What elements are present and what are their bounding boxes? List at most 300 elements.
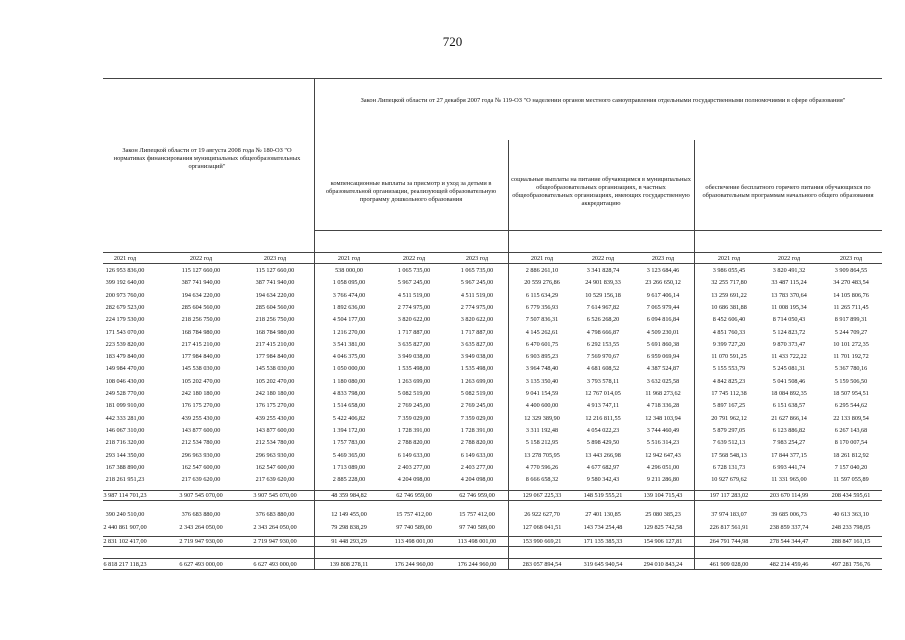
- table-cell: 153 990 669,21: [522, 538, 562, 545]
- table-cell: 6 123 886,82: [772, 426, 806, 434]
- table-cell: 248 233 798,05: [831, 523, 871, 531]
- table-cell: 27 401 130,85: [585, 511, 621, 518]
- table-cell: 145 538 030,00: [181, 365, 221, 373]
- table-cell: 148 519 555,21: [583, 492, 623, 499]
- table-cell: 5 041 508,46: [772, 377, 806, 385]
- table-cell: 21 627 866,14: [771, 414, 807, 422]
- table-cell: 4 204 098,00: [397, 476, 431, 484]
- table-cell: 5 244 709,27: [834, 328, 868, 336]
- year-header: 2023 год: [465, 255, 489, 262]
- table-cell: 17 568 548,13: [711, 451, 747, 459]
- table-cell: 2 769 245,00: [397, 402, 431, 410]
- hot-meals-header: обеспечение бесплатного горячего питания обучающихся по образовательным программам начального общего образования: [702, 184, 874, 199]
- table-cell: 2 343 264 050,00: [179, 523, 223, 531]
- table-cell: 5 124 823,72: [772, 328, 806, 336]
- table-cell: 4 798 666,87: [586, 328, 620, 336]
- table-cell: 9 870 373,47: [772, 340, 806, 348]
- table-cell: 319 645 940,54: [583, 561, 623, 568]
- table-cell: 4 833 798,00: [332, 390, 366, 397]
- table-cell: 171 135 385,33: [583, 538, 623, 545]
- table-cell: 11 597 055,89: [833, 476, 869, 484]
- table-cell: 6 627 493 000,00: [179, 561, 223, 568]
- table-cell: 7 983 254,27: [772, 439, 806, 447]
- table-cell: 3 632 025,58: [646, 377, 680, 385]
- table-cell: 167 388 890,00: [105, 463, 145, 471]
- table-cell: 154 906 127,81: [643, 538, 683, 545]
- table-cell: 2 440 861 907,00: [103, 523, 147, 531]
- table-cell: 79 298 838,29: [331, 523, 367, 531]
- table-cell: 97 740 589,00: [459, 523, 495, 531]
- table-cell: 217 639 620,00: [255, 476, 295, 484]
- table-cell: 3 766 474,00: [332, 291, 366, 299]
- table-cell: 6 115 634,29: [525, 291, 559, 299]
- table-cell: 8 917 899,31: [834, 316, 868, 324]
- table-cell: 218 256 750,00: [255, 316, 295, 324]
- table-cell: 1 728 391,00: [397, 426, 431, 434]
- year-header: 2022 год: [777, 255, 801, 262]
- table-cell: 6 149 633,00: [460, 451, 494, 459]
- table-cell: 4 913 747,11: [586, 402, 620, 410]
- table-cell: 3 964 748,40: [525, 365, 559, 373]
- table-cell: 2 403 277,00: [460, 463, 494, 471]
- table-cell: 7 359 029,00: [397, 414, 431, 422]
- table-cell: 482 214 459,46: [769, 561, 809, 568]
- table-cell: 33 487 115,24: [771, 279, 807, 287]
- table-cell: 2 769 245,00: [460, 402, 494, 410]
- table-cell: 3 341 828,74: [586, 267, 620, 274]
- table-cell: 11 701 192,72: [833, 353, 869, 361]
- table-cell: 1 535 498,00: [397, 365, 431, 373]
- table-cell: 5 082 519,00: [460, 390, 494, 397]
- table-cell: 4 770 596,26: [525, 463, 559, 471]
- table-cell: 538 000,00: [335, 267, 363, 274]
- table-cell: 5 898 429,50: [586, 439, 620, 447]
- table-cell: 288 847 161,15: [831, 538, 871, 545]
- table-cell: 212 534 780,00: [255, 439, 295, 447]
- table-cell: 6 993 441,74: [772, 463, 806, 471]
- budget-table: [103, 60, 882, 570]
- table-cell: 249 528 770,00: [105, 390, 145, 397]
- table-cell: 4 387 524,87: [646, 365, 680, 373]
- table-cell: 11 008 195,34: [771, 303, 807, 311]
- table-cell: 3 907 545 070,00: [253, 492, 297, 499]
- table-cell: 12 348 103,94: [645, 414, 681, 422]
- table-cell: 4 511 519,00: [460, 291, 494, 299]
- table-cell: 285 604 560,00: [255, 303, 295, 311]
- table-cell: 4 504 177,00: [332, 316, 366, 324]
- table-cell: 3 541 381,00: [332, 340, 366, 348]
- table-cell: 20 791 962,12: [711, 414, 747, 422]
- table-cell: 139 104 715,43: [643, 492, 683, 499]
- table-cell: 4 145 262,61: [525, 328, 559, 336]
- table-cell: 11 070 591,25: [711, 353, 747, 361]
- table-cell: 139 808 278,11: [329, 561, 369, 568]
- table-cell: 217 415 210,00: [255, 340, 295, 348]
- table-cell: 226 817 561,91: [709, 523, 749, 531]
- table-cell: 176 244 960,00: [457, 561, 497, 568]
- table-cell: 6 779 356,93: [525, 303, 559, 311]
- table-cell: 129 067 225,33: [522, 492, 562, 499]
- table-cell: 11 265 711,45: [833, 303, 869, 311]
- table-cell: 7 614 967,82: [586, 303, 620, 311]
- table-cell: 3 635 827,00: [397, 340, 431, 348]
- table-cell: 5 159 506,50: [834, 377, 868, 385]
- table-cell: 2 343 264 050,00: [253, 523, 297, 531]
- table-cell: 4 046 375,00: [332, 353, 366, 361]
- table-cell: 5 422 406,82: [332, 414, 366, 422]
- table-cell: 176 244 960,00: [394, 561, 434, 568]
- table-cell: 2 788 820,00: [460, 439, 494, 447]
- table-cell: 168 784 980,00: [181, 328, 221, 336]
- table-cell: 10 529 156,18: [585, 291, 621, 299]
- table-cell: 1 892 636,00: [332, 303, 366, 311]
- table-cell: 183 479 840,00: [105, 353, 145, 361]
- year-header: 2023 год: [651, 255, 675, 262]
- table-cell: 1 065 735,00: [397, 267, 431, 274]
- table-cell: 6 728 131,73: [712, 463, 746, 471]
- table-cell: 126 953 836,00: [105, 267, 145, 274]
- table-cell: 217 415 210,00: [181, 340, 221, 348]
- table-cell: 1 535 498,00: [460, 365, 494, 373]
- table-cell: 3 909 864,55: [834, 267, 868, 274]
- table-cell: 8 170 007,54: [834, 439, 868, 447]
- table-cell: 9 617 406,14: [646, 291, 680, 299]
- table-cell: 4 718 336,28: [646, 402, 680, 410]
- subheader-rule: [314, 230, 882, 231]
- table-cell: 497 281 756,76: [831, 561, 871, 568]
- table-cell: 6 292 153,55: [586, 340, 620, 348]
- table-cell: 5 897 167,25: [712, 402, 746, 410]
- table-cell: 4 842 825,23: [712, 377, 746, 385]
- table-cell: 115 127 660,00: [181, 267, 221, 274]
- table-cell: 6 526 268,20: [586, 316, 620, 324]
- year-header: 2022 год: [402, 255, 426, 262]
- table-cell: 23 266 650,12: [645, 279, 681, 287]
- table-cell: 143 734 254,48: [583, 523, 623, 531]
- table-cell: 1 263 699,00: [397, 377, 431, 385]
- table-cell: 12 329 389,90: [524, 414, 560, 422]
- year-header: 2021 год: [717, 255, 741, 262]
- table-cell: 194 634 220,00: [181, 291, 221, 299]
- table-cell: 129 825 742,58: [643, 523, 683, 531]
- table-cell: 3 986 055,45: [712, 267, 746, 274]
- table-cell: 1 728 391,00: [460, 426, 494, 434]
- table-cell: 212 534 780,00: [181, 439, 221, 447]
- table-cell: 91 448 293,29: [331, 538, 367, 545]
- table-cell: 278 544 344,47: [769, 538, 809, 545]
- table-cell: 442 333 281,00: [105, 414, 145, 422]
- table-cell: 12 216 811,55: [585, 414, 621, 422]
- table-cell: 11 331 965,00: [771, 476, 807, 484]
- table-cell: 181 099 910,00: [105, 402, 145, 410]
- table-cell: 439 255 430,00: [255, 414, 295, 422]
- table-cell: 32 255 717,80: [711, 279, 747, 287]
- table-cell: 3 949 038,00: [397, 353, 431, 361]
- table-cell: 5 967 245,00: [460, 279, 494, 287]
- table-cell: 218 261 951,23: [105, 476, 145, 484]
- table-cell: 390 240 510,00: [105, 511, 145, 518]
- table-cell: 4 400 600,00: [525, 402, 559, 410]
- table-cell: 217 639 620,00: [181, 476, 221, 484]
- table-cell: 387 741 940,00: [181, 279, 221, 287]
- table-cell: 97 740 589,00: [396, 523, 432, 531]
- table-cell: 13 278 705,95: [524, 451, 560, 459]
- table-cell: 39 685 006,73: [771, 511, 807, 518]
- table-cell: 2 774 975,00: [460, 303, 494, 311]
- table-cell: 6 094 816,84: [646, 316, 680, 324]
- table-cell: 11 968 273,62: [645, 390, 681, 397]
- table-cell: 376 683 880,00: [181, 511, 221, 518]
- table-cell: 264 791 744,98: [709, 538, 749, 545]
- table-cell: 7 569 970,67: [586, 353, 620, 361]
- table-cell: 9 580 342,43: [586, 476, 620, 484]
- table-cell: 285 604 560,00: [181, 303, 221, 311]
- year-header: 2021 год: [113, 255, 137, 262]
- table-cell: 194 634 220,00: [255, 291, 295, 299]
- table-cell: 149 984 470,00: [105, 365, 145, 373]
- table-cell: 9 211 286,80: [646, 476, 680, 484]
- table-cell: 5 516 314,23: [646, 439, 680, 447]
- year-header: 2021 год: [337, 255, 361, 262]
- table-cell: 296 963 930,00: [255, 451, 295, 459]
- table-cell: 8 714 050,43: [772, 316, 806, 324]
- table-cell: 387 741 940,00: [255, 279, 295, 287]
- table-cell: 13 783 370,64: [771, 291, 807, 299]
- table-cell: 62 746 959,00: [396, 492, 432, 499]
- table-cell: 171 543 070,00: [105, 328, 145, 336]
- table-cell: 10 101 272,35: [833, 340, 869, 348]
- table-cell: 294 010 843,24: [643, 561, 683, 568]
- table-cell: 224 179 530,00: [105, 316, 145, 324]
- table-cell: 12 767 014,05: [585, 390, 621, 397]
- table-cell: 197 117 283,02: [709, 492, 749, 499]
- table-cell: 127 068 041,51: [522, 523, 562, 531]
- table-cell: 6 959 069,94: [646, 353, 680, 361]
- compensation-header: компенсационные выплаты за присмотр и уход за детьми в образовательной организации, реализующей образовательную программу дошкольного образования: [325, 180, 497, 203]
- table-cell: 48 359 984,82: [331, 492, 367, 499]
- table-cell: 1 180 080,00: [332, 377, 366, 385]
- table-cell: 439 255 430,00: [181, 414, 221, 422]
- table-cell: 4 054 022,23: [586, 426, 620, 434]
- grand-total-bottom-rule: [103, 569, 882, 570]
- table-cell: 4 677 682,97: [586, 463, 620, 471]
- table-cell: 5 691 860,38: [646, 340, 680, 348]
- table-cell: 18 507 954,51: [833, 390, 869, 397]
- table-cell: 3 793 578,11: [586, 377, 620, 385]
- table-cell: 4 851 760,33: [712, 328, 746, 336]
- table-cell: 8 666 658,32: [525, 476, 559, 484]
- table-cell: 9 041 154,59: [525, 390, 559, 397]
- table-cell: 12 149 455,00: [331, 511, 367, 518]
- table-cell: 34 270 483,54: [833, 279, 869, 287]
- table-cell: 3 820 622,00: [397, 316, 431, 324]
- social-payments-header: социальные выплаты на питание обучающимся в муниципальных общеобразовательных организациях, в частных общеобразовательных организациях, имеющих государственную аккредитацию: [511, 176, 691, 207]
- table-cell: 5 367 780,16: [834, 365, 868, 373]
- table-cell: 223 539 820,00: [105, 340, 145, 348]
- table-cell: 2 403 277,00: [397, 463, 431, 471]
- table-cell: 1 263 699,00: [460, 377, 494, 385]
- table-cell: 1 394 172,00: [332, 426, 366, 434]
- table-cell: 376 683 880,00: [255, 511, 295, 518]
- page-number: 720: [442, 34, 463, 49]
- total2-bottom-rule: [103, 546, 882, 547]
- year-header: 2021 год: [530, 255, 554, 262]
- table-cell: 18 084 892,35: [771, 390, 807, 397]
- table-cell: 5 082 519,00: [397, 390, 431, 397]
- table-cell: 162 547 600,00: [181, 463, 221, 471]
- year-header: 2023 год: [839, 255, 863, 262]
- year-header: 2022 год: [591, 255, 615, 262]
- table-cell: 242 180 180,00: [255, 390, 295, 397]
- table-cell: 108 046 430,00: [105, 377, 145, 385]
- table-cell: 168 784 980,00: [255, 328, 295, 336]
- table-cell: 113 498 001,00: [457, 538, 497, 545]
- table-cell: 5 245 081,31: [772, 365, 806, 373]
- table-cell: 1 757 783,00: [332, 439, 366, 447]
- table-cell: 2 719 947 930,00: [179, 538, 223, 545]
- table-cell: 5 879 297,05: [712, 426, 746, 434]
- table-cell: 143 877 600,00: [181, 426, 221, 434]
- table-cell: 4 509 230,01: [646, 328, 680, 336]
- table-cell: 1 216 270,00: [332, 328, 366, 336]
- table-cell: 7 359 029,00: [460, 414, 494, 422]
- table-cell: 146 067 310,00: [105, 426, 145, 434]
- table-cell: 6 149 633,00: [397, 451, 431, 459]
- table-cell: 143 877 600,00: [255, 426, 295, 434]
- total1-top-rule: [103, 490, 882, 491]
- table-cell: 4 204 098,00: [460, 476, 494, 484]
- table-cell: 7 639 512,13: [712, 439, 746, 447]
- table-cell: 6 470 601,75: [525, 340, 559, 348]
- table-cell: 2 885 228,00: [332, 476, 366, 484]
- table-cell: 4 511 519,00: [397, 291, 431, 299]
- table-cell: 2 831 102 417,00: [103, 538, 147, 545]
- table-cell: 2 774 975,00: [397, 303, 431, 311]
- table-cell: 2 886 261,10: [525, 267, 559, 274]
- table-cell: 1 514 658,00: [332, 402, 366, 410]
- table-cell: 3 949 038,00: [460, 353, 494, 361]
- table-cell: 282 679 523,00: [105, 303, 145, 311]
- table-cell: 6 295 544,62: [834, 402, 868, 410]
- table-cell: 3 635 827,00: [460, 340, 494, 348]
- table-cell: 12 942 647,43: [645, 451, 681, 459]
- table-cell: 17 844 377,15: [771, 451, 807, 459]
- table-cell: 1 050 000,00: [332, 365, 366, 373]
- table-cell: 7 157 040,20: [834, 463, 868, 471]
- table-cell: 18 261 812,92: [833, 451, 869, 459]
- table-cell: 218 716 320,00: [105, 439, 145, 447]
- table-cell: 40 613 363,10: [833, 511, 869, 518]
- table-cell: 203 670 114,99: [769, 492, 809, 499]
- table-cell: 62 746 959,00: [459, 492, 495, 499]
- table-cell: 177 984 840,00: [181, 353, 221, 361]
- table-cell: 1 717 887,00: [460, 328, 494, 336]
- table-cell: 11 433 722,22: [771, 353, 807, 361]
- table-cell: 3 311 192,48: [525, 426, 559, 434]
- table-cell: 1 713 089,00: [332, 463, 366, 471]
- table-cell: 176 175 270,00: [181, 402, 221, 410]
- table-cell: 7 065 979,44: [646, 303, 680, 311]
- year-row-bottom-rule: [103, 263, 882, 264]
- table-cell: 242 180 180,00: [181, 390, 221, 397]
- table-cell: 6 903 895,23: [525, 353, 559, 361]
- table-cell: 22 133 809,54: [833, 414, 869, 422]
- table-cell: 25 080 385,23: [645, 511, 681, 518]
- table-cell: 3 987 114 701,23: [103, 492, 147, 499]
- table-cell: 15 757 412,00: [396, 511, 432, 518]
- table-cell: 24 901 839,33: [585, 279, 621, 287]
- total1-bottom-rule: [103, 500, 882, 501]
- table-cell: 238 859 337,74: [769, 523, 809, 531]
- table-cell: 9 399 727,20: [712, 340, 746, 348]
- table-cell: 296 963 930,00: [181, 451, 221, 459]
- table-cell: 8 452 606,40: [712, 316, 746, 324]
- table-cell: 10 686 381,88: [711, 303, 747, 311]
- table-cell: 1 717 887,00: [397, 328, 431, 336]
- table-cell: 6 151 638,57: [772, 402, 806, 410]
- table-cell: 6 627 493 000,00: [253, 561, 297, 568]
- table-top-rule: [103, 78, 882, 79]
- table-cell: 5 469 365,00: [332, 451, 366, 459]
- table-cell: 399 192 640,00: [105, 279, 145, 287]
- table-cell: 14 105 806,76: [833, 291, 869, 299]
- table-cell: 2 719 947 930,00: [253, 538, 297, 545]
- table-cell: 113 498 001,00: [394, 538, 434, 545]
- table-cell: 13 443 266,98: [585, 451, 621, 459]
- table-cell: 3 907 545 070,00: [179, 492, 223, 499]
- table-cell: 176 175 270,00: [255, 402, 295, 410]
- table-cell: 105 202 470,00: [181, 377, 221, 385]
- table-cell: 5 155 553,79: [712, 365, 746, 373]
- table-cell: 3 123 684,46: [646, 267, 680, 274]
- table-cell: 4 296 051,00: [646, 463, 680, 471]
- table-cell: 145 538 030,00: [255, 365, 295, 373]
- table-cell: 115 127 660,00: [255, 267, 295, 274]
- year-header: 2022 год: [189, 255, 213, 262]
- table-cell: 218 256 750,00: [181, 316, 221, 324]
- table-cell: 4 681 608,52: [586, 365, 620, 373]
- year-row-rule: [103, 252, 882, 253]
- table-cell: 37 974 183,07: [711, 511, 747, 518]
- table-cell: 5 967 245,00: [397, 279, 431, 287]
- table-cell: 1 065 735,00: [460, 267, 494, 274]
- table-cell: 13 259 691,22: [711, 291, 747, 299]
- table-cell: 26 922 627,70: [524, 511, 560, 518]
- year-header: 2023 год: [263, 255, 287, 262]
- table-cell: 208 434 595,61: [831, 492, 871, 499]
- table-cell: 10 927 679,62: [711, 476, 747, 484]
- table-cell: 283 057 894,54: [522, 561, 562, 568]
- table-cell: 162 547 600,00: [255, 463, 295, 471]
- table-cell: 20 559 276,86: [524, 279, 560, 287]
- table-cell: 6 267 143,68: [834, 426, 868, 434]
- grand-total-top-rule: [103, 558, 882, 559]
- law-2008-header: Закон Липецкой области от 19 августа 2008 года № 180-ОЗ "О нормативах финансирования муниципальных общеобразовательных организаций": [113, 147, 301, 170]
- law-2007-header: Закон Липецкой области от 27 декабря 2007 года № 119-ОЗ "О наделении органов местного самоуправления отдельными государственными полномочиями в сфере образования": [360, 97, 846, 104]
- table-cell: 7 507 836,31: [525, 316, 559, 324]
- total2-top-rule: [103, 536, 882, 537]
- table-cell: 3 820 622,00: [460, 316, 494, 324]
- table-cell: 15 757 412,00: [459, 511, 495, 518]
- table-cell: 200 973 760,00: [105, 291, 145, 299]
- table-cell: 6 818 217 118,23: [103, 561, 147, 568]
- table-cell: 2 788 820,00: [397, 439, 431, 447]
- table-cell: 5 158 212,95: [525, 439, 559, 447]
- table-cell: 3 135 350,40: [525, 377, 559, 385]
- table-cell: 3 820 491,32: [772, 267, 806, 274]
- table-cell: 3 744 460,49: [646, 426, 680, 434]
- table-cell: 1 058 095,00: [332, 279, 366, 287]
